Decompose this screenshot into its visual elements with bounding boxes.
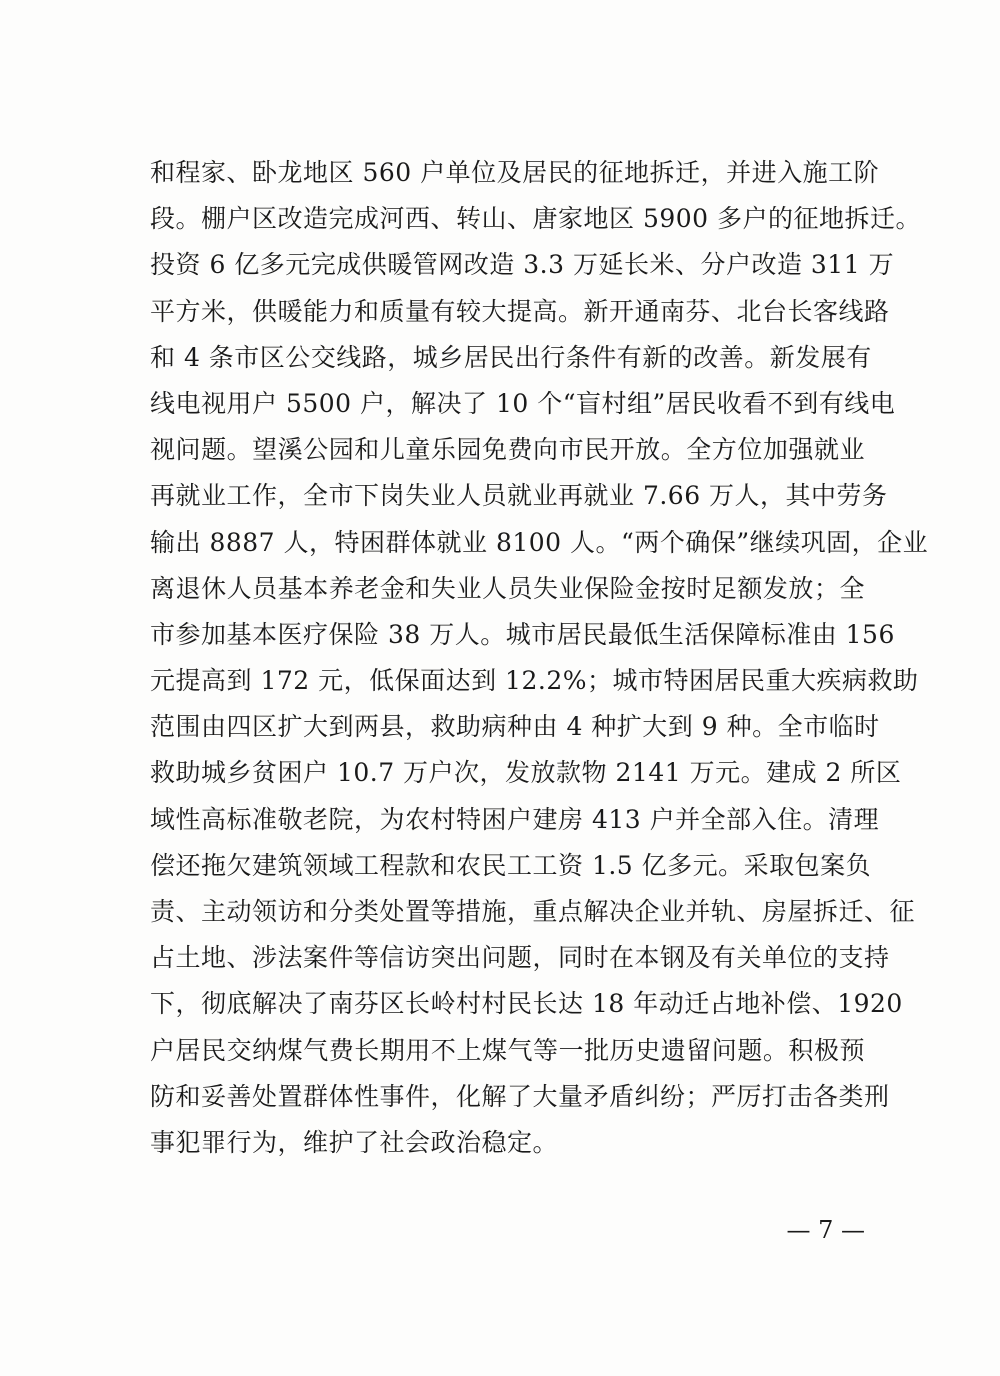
text-line: 市参加基本医疗保险 38 万人。城市居民最低生活保障标准由 156 [150,619,895,649]
text-line: 视问题。望溪公园和儿童乐园免费向市民开放。全方位加强就业 [150,435,865,465]
text-line: 占土地、涉法案件等信访突出问题，同时在本钢及有关单位的支持 [150,943,890,973]
text-line: 线电视用户 5500 户，解决了 10 个“盲村组”居民收看不到有线电 [150,388,896,418]
page-number: — 7 — [786,1216,865,1244]
text-line: 防和妥善处置群体性事件，化解了大量矛盾纠纷；严厉打击各类刑 [150,1081,890,1111]
text-line: 投资 6 亿多元完成供暖管网改造 3.3 万延长米、分户改造 311 万 [150,250,895,280]
text-line: 范围由四区扩大到两县，救助病种由 4 种扩大到 9 种。全市临时 [150,712,880,742]
text-line: 离退休人员基本养老金和失业人员失业保险金按时足额发放；全 [150,573,865,603]
text-line: 救助城乡贫困户 10.7 万户次，发放款物 2141 万元。建成 2 所区 [150,758,902,788]
text-line: 和 4 条市区公交线路，城乡居民出行条件有新的改善。新发展有 [150,342,872,372]
text-line: 平方米，供暖能力和质量有较大提高。新开通南芬、北台长客线路 [150,296,890,326]
text-line: 偿还拖欠建筑领域工程款和农民工工资 1.5 亿多元。采取包案负 [150,850,872,880]
text-line: 输出 8887 人，特困群体就业 8100 人。“两个确保”继续巩固，企业 [150,527,929,557]
text-line: 事犯罪行为，维护了社会政治稳定。 [150,1127,559,1157]
text-line: 下，彻底解决了南芬区长岭村村民长达 18 年动迁占地补偿、1920 [150,989,903,1019]
text-line: 户居民交纳煤气费长期用不上煤气等一批历史遗留问题。积极预 [150,1035,865,1065]
text-line: 和程家、卧龙地区 560 户单位及居民的征地拆迁，并进入施工阶 [150,158,880,187]
text-line: 再就业工作，全市下岗失业人员就业再就业 7.66 万人，其中劳务 [150,481,888,511]
text-line: 元提高到 172 元，低保面达到 12.2%；城市特困居民重大疾病救助 [150,666,919,696]
text-line: 责、主动领访和分类处置等措施，重点解决企业并轨、房屋拆迁、征 [150,897,916,926]
text-line: 段。棚户区改造完成河西、转山、唐家地区 5900 多户的征地拆迁。 [150,204,922,234]
body-paragraph [150,150,929,1166]
text-line: 域性高标准敬老院，为农村特困户建房 413 户并全部入住。清理 [150,804,880,834]
